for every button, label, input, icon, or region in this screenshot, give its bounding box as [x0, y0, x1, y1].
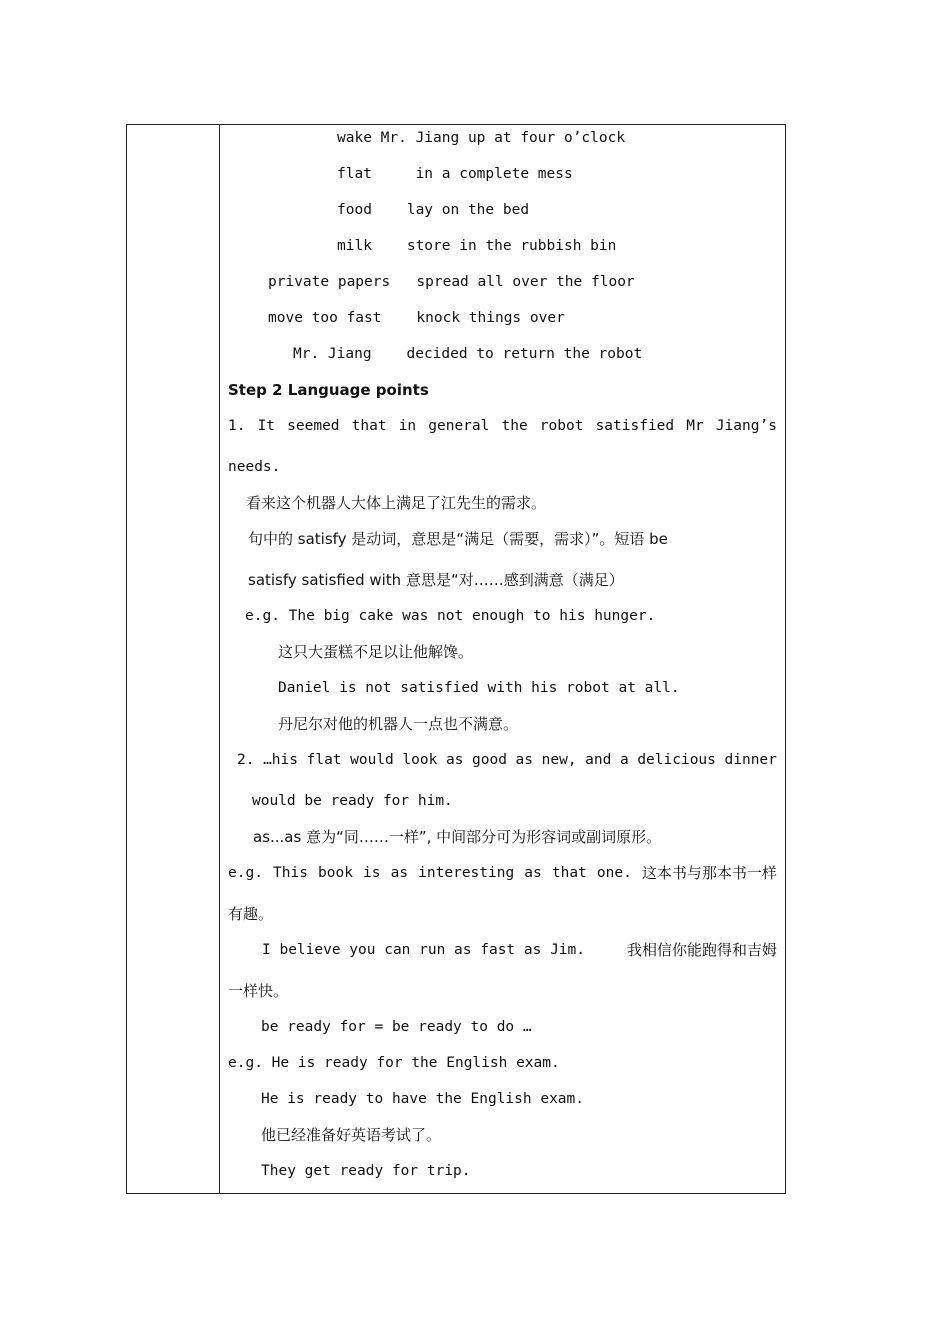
justified-line-2: [237, 750, 777, 770]
word: and: [585, 752, 612, 768]
word: is: [363, 865, 381, 881]
word: I believe you can run as fast as Jim.: [262, 942, 586, 958]
justified-line-4: [262, 940, 777, 960]
word: 1.: [228, 418, 246, 434]
word: satisfied: [595, 418, 675, 434]
phrase-line: private papers spread all over the floor: [268, 274, 635, 290]
example-line: Daniel is not satisfied with his robot at all.: [278, 680, 680, 696]
word: in: [398, 418, 417, 434]
explanation-line: 句中的 satisfy 是动词，意思是“满足（需要，需求）”。短语 be: [248, 530, 668, 548]
phrase-line: flat in a complete mess: [337, 166, 573, 182]
word: 我相信你能跑得和吉姆: [626, 941, 777, 959]
example-line: They get ready for trip.: [261, 1163, 471, 1179]
word: It: [257, 418, 276, 434]
word: delicious: [637, 752, 716, 768]
word: interesting: [418, 865, 515, 881]
phrase-line: move too fast knock things over: [268, 310, 565, 326]
example-line: e.g. He is ready for the English exam.: [228, 1055, 560, 1071]
word: This: [273, 865, 308, 881]
text-line: needs.: [228, 459, 281, 475]
justified-line-1: [228, 416, 777, 436]
phrase-line: Mr. Jiang decided to return the robot: [293, 346, 643, 362]
text-line: 一样快。: [228, 982, 289, 1000]
word: one.: [596, 865, 632, 881]
word: e.g.: [228, 865, 263, 881]
word: 2.: [237, 752, 255, 768]
word: as: [390, 865, 409, 881]
word: that: [351, 418, 387, 434]
translation-line: 看来这个机器人大体上满足了江先生的需求。: [246, 494, 547, 512]
word: look: [402, 752, 438, 768]
word: flat: [306, 752, 342, 768]
word: as: [445, 752, 464, 768]
word: Mr: [686, 418, 704, 434]
word: …his: [263, 752, 298, 768]
word: that: [551, 865, 587, 881]
example-line: e.g. The big cake was not enough to his hunger.: [245, 608, 656, 624]
translation-line: 他已经准备好英语考试了。: [261, 1126, 442, 1144]
text-line: 有趣。: [228, 905, 274, 923]
word: general: [428, 418, 490, 434]
word: a: [619, 752, 629, 768]
translation-line: 丹尼尔对他的机器人一点也不满意。: [278, 715, 519, 733]
word: dinner: [724, 752, 777, 768]
phrase-line: food lay on the bed: [337, 202, 530, 218]
word: the: [501, 418, 528, 434]
phrase-line: milk store in the rubbish bin: [337, 238, 617, 254]
text-line: be ready for = be ready to do …: [261, 1019, 532, 1035]
word: robot: [539, 418, 584, 434]
justified-line-3: [228, 863, 777, 883]
explanation-line: satisfy satisfied with 意思是“对……感到满意（满足）: [248, 571, 624, 589]
word: as: [524, 865, 542, 881]
word: book: [318, 865, 353, 881]
example-line: He is ready to have the English exam.: [261, 1091, 585, 1107]
word: would: [350, 752, 394, 768]
translation-line: 这只大蛋糕不足以让他解馋。: [278, 643, 474, 661]
word: Jiang’s: [715, 418, 777, 434]
word: good: [472, 752, 507, 768]
explanation-line: as...as 意为“同……一样”, 中间部分可为形容词或副词原形。: [253, 828, 662, 846]
lesson-table: [126, 124, 786, 1194]
word: 这本书与那本书一样: [641, 864, 777, 882]
phrase-line: wake Mr. Jiang up at four o’clock: [337, 130, 626, 146]
column-divider: [219, 125, 220, 1193]
word: seemed: [287, 418, 340, 434]
word: new,: [541, 752, 577, 768]
text-line: would be ready for him.: [252, 793, 453, 809]
word: as: [515, 752, 534, 768]
section-heading: Step 2 Language points: [228, 381, 429, 399]
